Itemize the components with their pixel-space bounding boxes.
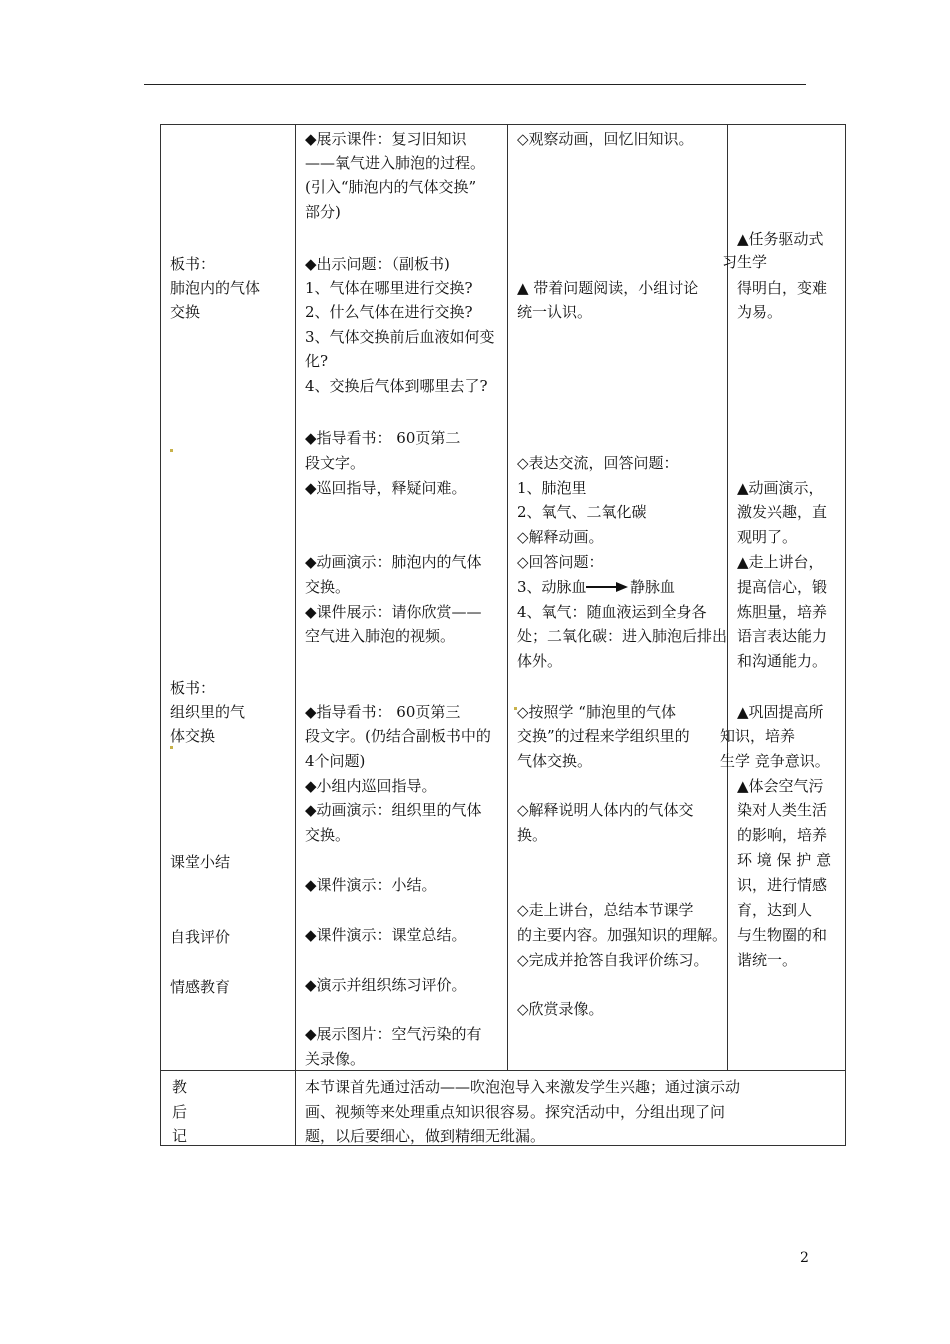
student-activity-line: ◇走上讲台，总结本节课学: [517, 901, 694, 919]
teacher-activity-line: ◆出示问题：（副板书): [305, 255, 450, 273]
teacher-activity-line: 4、交换后气体到哪里去了?: [305, 377, 488, 395]
teacher-activity-line: ◆指导看书： 60页第三: [305, 703, 461, 721]
yellow-mark: [170, 449, 173, 452]
board-topic-1-line1: 肺泡内的气体: [170, 279, 261, 297]
design-intent-line: 语言表达能力: [737, 627, 828, 645]
student-activity-line: ◇回答问题：: [517, 553, 604, 571]
teacher-activity-line: 1、气体在哪里进行交换?: [305, 279, 473, 297]
student-activity-line: ▲ 带着问题阅读，小组讨论: [517, 279, 699, 297]
reflection-text-line: 画、视频等来处理重点知识很容易。探究活动中，分组出现了问: [305, 1103, 726, 1121]
teacher-activity-line: ◆指导看书： 60页第二: [305, 429, 461, 447]
design-intent-line: 知识，培养: [720, 727, 796, 745]
teacher-activity-line: 2、什么气体在进行交换?: [305, 303, 473, 321]
design-intent-line: 环 境 保 护 意: [737, 851, 832, 869]
board-label: 板书：: [170, 255, 216, 273]
right-arrow-icon: [586, 581, 628, 593]
teacher-activity-line: 关录像。: [305, 1050, 366, 1068]
reflection-label-char: 记: [172, 1127, 188, 1145]
reflection-label-char: 教: [172, 1078, 188, 1096]
board-label-2: 板书：: [170, 679, 216, 697]
student-activity-line: ◇观察动画，回忆旧知识。: [517, 130, 694, 148]
student-activity-line: 体外。: [517, 652, 563, 670]
teacher-activity-line: 交换。: [305, 578, 351, 596]
design-intent-line: ▲走上讲台，: [737, 553, 824, 571]
design-intent-line: 提高信心，锻: [737, 578, 828, 596]
teacher-activity-line: 化?: [305, 352, 329, 370]
design-intent-line: 育，达到人: [737, 901, 813, 919]
teacher-activity-line: ◆课件展示：请你欣赏——: [305, 603, 482, 621]
teacher-activity-line: 4个问题): [305, 752, 366, 770]
design-intent-line: 激发兴趣，直: [737, 503, 828, 521]
design-intent-line: 为易。: [737, 303, 783, 321]
design-intent-line: ▲任务驱动式: [737, 230, 824, 248]
student-activity-line: ◇欣赏录像。: [517, 1000, 604, 1018]
board-topic-2-line1: 组织里的气: [170, 703, 246, 721]
teacher-activity-line: ◆小组内巡回指导。: [305, 777, 437, 795]
teacher-activity-line: ◆动画演示：组织里的气体: [305, 801, 482, 819]
teacher-activity-line: ◆展示课件：复习旧知识: [305, 130, 467, 148]
reflection-text-line: 本节课首先通过活动——吹泡泡导入来激发学生兴趣；通过演示动: [305, 1078, 741, 1096]
student-activity-line: 气体交换。: [517, 752, 593, 770]
student-activity-line: 4、氧气：随血液运到全身各: [517, 603, 707, 621]
reflection-text-line: 题，以后要细心，做到精细无纰漏。: [305, 1127, 546, 1145]
reflection-label-char: 后: [172, 1103, 188, 1121]
student-activity-line: 统一认识。: [517, 303, 593, 321]
design-intent-line: 识，进行情感: [737, 876, 828, 894]
student-activity-line: 静脉血: [630, 578, 676, 596]
teacher-activity-line: ◆课件演示：小结。: [305, 876, 437, 894]
design-intent-line: ▲巩固提高所: [737, 703, 824, 721]
design-intent-line: 染对人类生活: [737, 801, 828, 819]
design-intent-line: ▲体会空气污: [737, 777, 824, 795]
teacher-activity-line: ◆展示图片：空气污染的有: [305, 1025, 482, 1043]
design-intent-line: 得明白，变难: [737, 279, 828, 297]
design-intent-line: 炼胆量，培养: [737, 603, 828, 621]
teacher-activity-line: 空气进入肺泡的视频。: [305, 627, 456, 645]
design-intent-line: 与生物圈的和: [737, 926, 828, 944]
student-activity-line: ◇解释动画。: [517, 528, 604, 546]
design-intent-line: 的影响，培养: [737, 826, 828, 844]
teacher-activity-line: ◆动画演示：肺泡内的气体: [305, 553, 482, 571]
design-intent-line: 观明了。: [737, 528, 798, 546]
page-number: 2: [800, 1250, 809, 1266]
student-activity-line: 2、氧气、二氧化碳: [517, 503, 647, 521]
student-activity-line: 3、动脉血: [517, 578, 587, 596]
teacher-activity-line: ◆演示并组织练习评价。: [305, 976, 467, 994]
design-intent-line: 谐统一。: [737, 951, 798, 969]
student-activity-line: ◇表达交流，回答问题：: [517, 454, 679, 472]
teacher-activity-line: 3、气体交换前后血液如何变: [305, 328, 495, 346]
student-activity-line: 交换”的过程来学组织里的: [517, 727, 690, 745]
yellow-mark: [514, 707, 517, 710]
header-rule: [144, 84, 806, 85]
teacher-activity-line: 段文字。: [305, 454, 366, 472]
student-activity-line: ◇完成并抢答自我评价练习。: [517, 951, 709, 969]
teacher-activity-line: (引入“肺泡内的气体交换”: [305, 178, 477, 196]
teacher-activity-line: ——氧气进入肺泡的过程。: [305, 154, 486, 172]
emotion-education-label: 情感教育: [170, 978, 231, 996]
yellow-mark: [170, 746, 173, 749]
student-activity-line: 换。: [517, 826, 548, 844]
footer-row-divider: [160, 1070, 846, 1071]
teacher-activity-line: 段文字。(仍结合副板书中的: [305, 727, 491, 745]
student-activity-line: 的主要内容。加强知识的理解。: [517, 926, 728, 944]
board-topic-1-line2: 交换: [170, 303, 201, 321]
board-topic-2-line2: 体交换: [170, 727, 216, 745]
teacher-activity-line: ◆巡回指导，释疑问难。: [305, 479, 467, 497]
teacher-activity-line: 部分): [305, 203, 341, 221]
column-divider-2: [507, 124, 508, 1070]
class-summary-label: 课堂小结: [170, 853, 231, 871]
self-evaluation-label: 自我评价: [170, 928, 231, 946]
teacher-activity-line: 交换。: [305, 826, 351, 844]
student-activity-line: 1、肺泡里: [517, 479, 587, 497]
student-activity-line: ◇解释说明人体内的气体交: [517, 801, 694, 819]
design-intent-line: 习生学: [722, 253, 768, 271]
column-divider-1: [295, 124, 296, 1146]
teacher-activity-line: ◆课件演示：课堂总结。: [305, 926, 467, 944]
design-intent-line: ▲动画演示，: [737, 479, 824, 497]
student-activity-line: 处；二氧化碳：进入肺泡后排出: [517, 627, 728, 645]
design-intent-line: 生学 竞争意识。: [720, 752, 830, 770]
design-intent-line: 和沟通能力。: [737, 652, 828, 670]
student-activity-line: ◇按照学 “肺泡里的气体: [517, 703, 676, 721]
